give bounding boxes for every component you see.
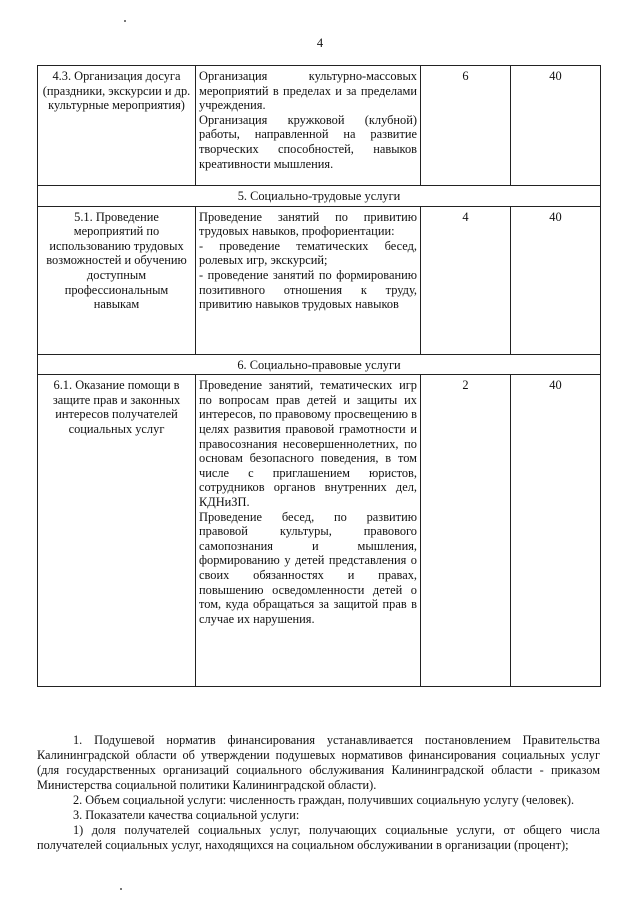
description-paragraph: Организация кружковой (клубной) работы, направленной на развитие творческих способностей, навыков креативности мышления. [199,112,417,171]
page-number: 4 [316,36,324,50]
section-title: 5. Социально-трудовые услуги [38,186,601,207]
table-row [38,206,601,354]
description-paragraph: - проведение тематических бесед, ролевых игр, экскурсий; [199,238,417,268]
service-norm: 40 [511,206,601,354]
description-paragraph: Проведение бесед, по развитию правовой культуры, правового самопознания и мышления, формированию у детей представления о своих обязанностях и правах, повышению осведомленности детей о том, куда обращаться за защитой прав в случае их нарушения. [199,509,417,626]
service-volume: 6 [421,66,511,186]
service-norm: 40 [511,375,601,687]
scan-speck [124,20,126,22]
service-name: 6.1. Оказание помощи в защите прав и законных интересов получателей социальных услуг [38,375,196,687]
note-paragraph: 1) доля получателей социальных услуг, получающих социальные услуги, от общего числа получателей социальных услуг, находящихся на социальном обслуживании в организации (процент); [37,823,600,852]
description-paragraph: Проведение занятий, тематических игр по вопросам прав детей и защиты их интересов, по правовому просвещению в целях развития правовой грамотности и правосознания несовершеннолетних, по основам безопасного поведения, в том числе с приглашением юристов, сотрудников органов внутренних дел, КДНиЗП. [199,378,417,509]
service-description [196,375,421,687]
notes-section [37,733,600,853]
table-row [38,375,601,687]
service-volume: 2 [421,375,511,687]
table-row [38,66,601,186]
service-name: 4.3. Организация досуга (праздники, экскурсии и др. культурные мероприятия) [38,66,196,186]
note-paragraph: 1. Подушевой норматив финансирования устанавливается постановлением Правительства Калининградской области об утверждении подушевых нормативов финансирования социальных услуг (для государственных организаций социального обслуживания Калининградской области - приказом Министерства социальной политики Калининградской области). [37,733,600,792]
service-volume: 4 [421,206,511,354]
service-norm: 40 [511,66,601,186]
section-title: 6. Социально-правовые услуги [38,354,601,375]
service-description [196,66,421,186]
service-name: 5.1. Проведение мероприятий по использованию трудовых возможностей и обучению доступным профессиональным навыкам [38,206,196,354]
note-paragraph: 3. Показатели качества социальной услуги: [73,808,300,822]
service-description [196,206,421,354]
description-paragraph: Организация культурно-массовых мероприятий в пределах и за пределами учреждения. [199,69,417,113]
section-row [38,186,601,207]
scan-speck [120,888,122,890]
services-table [37,65,601,687]
description-paragraph: Проведение занятий по привитию трудовых навыков, профориентации: [199,209,417,239]
note-paragraph: 2. Объем социальной услуги: численность граждан, получивших социальную услугу (человек). [73,793,575,807]
description-paragraph: - проведение занятий по формированию позитивного отношения к труду, привитию навыков трудовых навыков [199,267,417,312]
section-row [38,354,601,375]
